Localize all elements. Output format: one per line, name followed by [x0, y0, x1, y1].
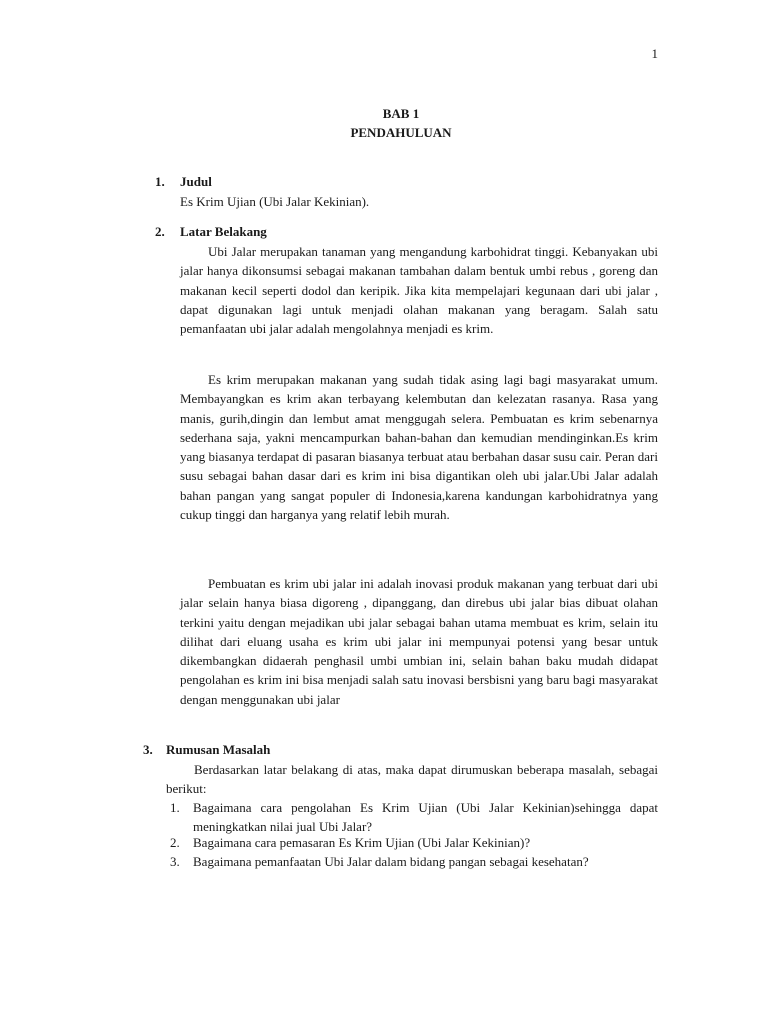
chapter-title: PENDAHULUAN [350, 125, 452, 140]
section-number: 2. [155, 224, 165, 239]
latar-paragraph-2: Es krim merupakan makanan yang sudah tidak asing lagi bagi masyarakat umum. Membayangkan es krim akan terbayang kelembutan dan kelezatan rasanya. Rasa yang manis, gurih,dingin dan lembut amat menggugah selera. Pembuatan es krim sebenarnya sederhana saja, yakni mencampurkan bahan-bahan dan kemudian mendinginkan.Es krim yang biasanya terdapat di pasaran biasanya terbuat atau berbahan dasar susu cair. Peran dari susu sebagai bahan dasar dari es krim ini bisa digantikan oleh ubi jalar.Ubi Jalar adalah bahan pangan yang sangat populer di Indonesia,karena kandungan karbohidratnya yang cukup tinggi dan harganya yang relatif lebih murah. [180, 372, 658, 523]
page-number: 1 [651, 46, 658, 61]
chapter-number: BAB 1 [382, 106, 420, 121]
judul-text: Es Krim Ujian (Ubi Jalar Kekinian). [180, 194, 370, 209]
section-heading-rumusan-masalah: Rumusan Masalah [166, 742, 271, 757]
section-heading-latar-belakang: Latar Belakang [180, 224, 267, 239]
list-item: 3. Bagaimana pemanfaatan Ubi Jalar dalam bidang pangan sebagai kesehatan? [170, 854, 589, 869]
section-heading-judul: Judul [180, 174, 212, 189]
list-item: 1. Bagaimana cara pengolahan Es Krim Ujian (Ubi Jalar Kekinian)sehingga dapat meningkatkan nilai jual Ubi Jalar? [170, 800, 658, 835]
latar-paragraph-1: Ubi Jalar merupakan tanaman yang mengandung karbohidrat tinggi. Kebanyakan ubi jalar hanya dikonsumsi sebagai makanan tambahan dalam bentuk umbi rebus , goreng dan makanan kecil seperti dodol dan keripik. Jika kita mempelajari kegunaan dari ubi jalar , dapat digunakan lagi untuk menjadi olahan makanan yang beragam. Salah satu pemanfaatan ubi jalar adalah mengolahnya menjadi es krim. [180, 244, 658, 337]
list-item: 2. Bagaimana cara pemasaran Es Krim Ujian (Ubi Jalar Kekinian)? [170, 835, 531, 850]
section-number: 1. [155, 174, 165, 189]
section-number: 3. [143, 742, 153, 757]
latar-paragraph-3: Pembuatan es krim ubi jalar ini adalah inovasi produk makanan yang terbuat dari ubi jalar selain hanya biasa digoreng , dipanggang, dan direbus ubi jalar bias dibuat olahan terkini yaitu dengan mejadikan ubi jalar sebagai bahan utama membuat es krim, selain itu dilihat dari eluang usaha es krim ubi jalar ini mempunyai potensi yang besar untuk dikembangkan didaerah penghasil umbi umbian ini, selain bahan baku mudah didapat pengolahan es krim ini bisa menjadi salah satu inovasi bersbisni yang baru bagi masyarakat dengan menggunakan ubi jalar [180, 576, 658, 707]
rumusan-intro: Berdasarkan latar belakang di atas, maka dapat dirumuskan beberapa masalah, sebagai berikut: [166, 762, 658, 797]
chapter-heading [0, 104, 768, 142]
